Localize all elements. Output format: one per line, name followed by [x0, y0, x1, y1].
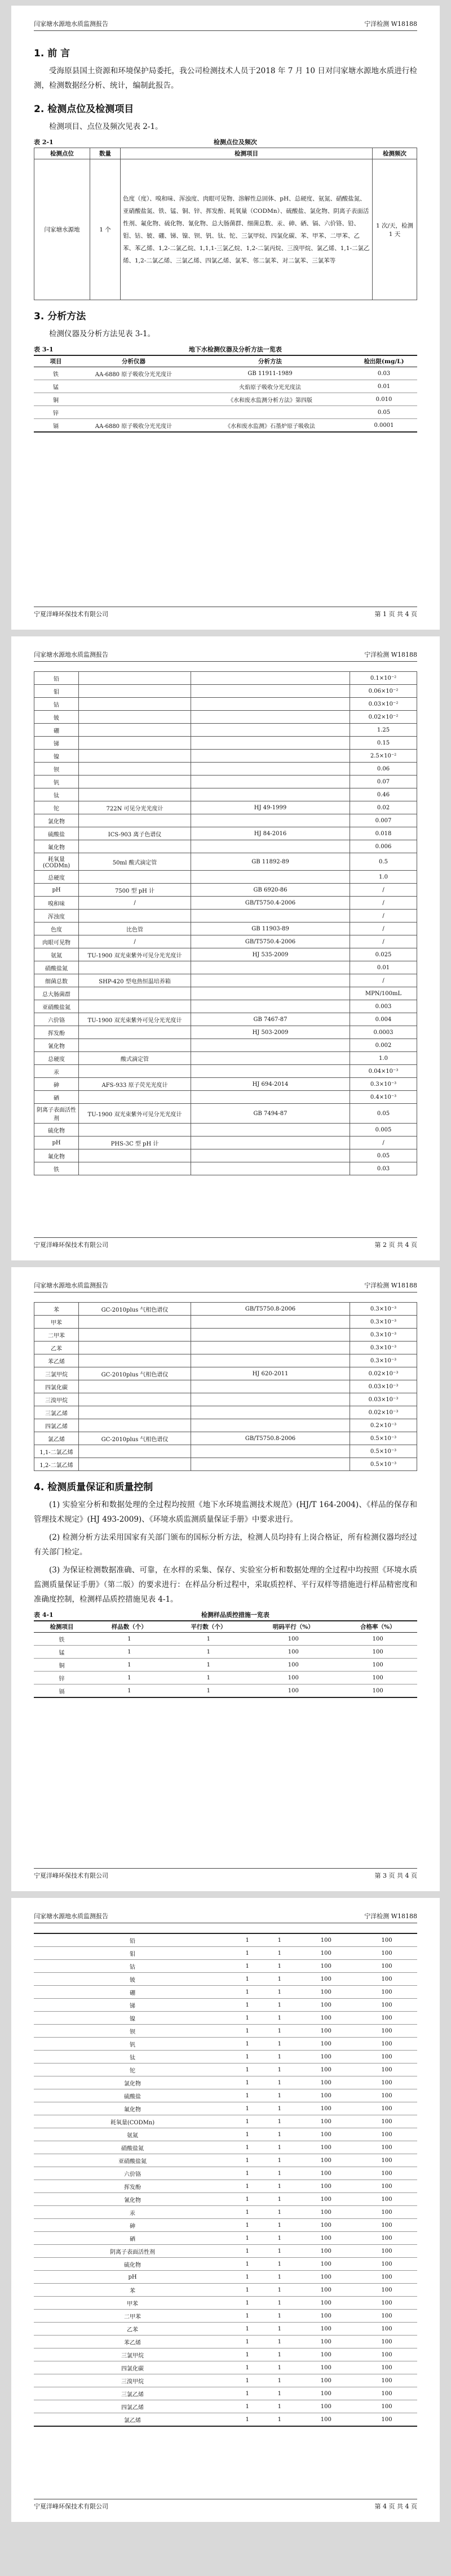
- table-row: 二甲苯 1 1 100 100: [34, 2310, 417, 2323]
- table-row: 氰化物 0.002: [34, 1039, 417, 1052]
- table-row: 钡 0.06: [34, 763, 417, 776]
- table-row: 锌 0.05: [34, 406, 417, 419]
- page-header: 闫家塘水源地水质监测报告 宁洋检测 W18188: [34, 1911, 417, 1923]
- table-row: 镍 2.5×10⁻²: [34, 750, 417, 763]
- table-row: 三溴甲烷 1 1 100 100: [34, 2374, 417, 2387]
- section-3-title: 3. 分析方法: [34, 311, 86, 322]
- page-number: 第 4 页 共 4 页: [374, 2503, 417, 2510]
- table-row: 色度 比色管 GB 11903-89 /: [34, 922, 417, 935]
- table-row: 钴 1 1 100 100: [34, 1960, 417, 1973]
- table-row: 二甲苯 0.3×10⁻³: [34, 1329, 417, 1342]
- table-row: 硫酸盐 ICS-903 离子色谱仪 HJ 84-2016 0.018: [34, 827, 417, 840]
- table-row: 硫化物 1 1 100 100: [34, 2258, 417, 2271]
- table-row: 硝酸盐氮 0.01: [34, 961, 417, 974]
- table-row: 铍 0.02×10⁻²: [34, 711, 417, 724]
- page-number: 第 3 页 共 4 页: [374, 1872, 417, 1879]
- table-row: 总硬度 1.0: [34, 871, 417, 884]
- table-4-1-caption: 表 4-1 检测样品质控措施一览表: [34, 1611, 269, 1619]
- table-row: 钼 1 1 100 100: [34, 1947, 417, 1960]
- page-header: 闫家塘水源地水质监测报告 宁洋检测 W18188: [34, 650, 417, 662]
- table-row: 亚硝酸盐氮 0.003: [34, 1000, 417, 1013]
- page-footer: 宁夏洋峰环保技术有限公司 第 2 页 共 4 页: [34, 1237, 417, 1249]
- table-row: 铁 0.03: [34, 1162, 417, 1175]
- table-row: 总大肠菌群 MPN/100mL: [34, 987, 417, 1000]
- table-row: 氟化物 0.006: [34, 840, 417, 853]
- table-row: 四氯乙烯 1 1 100 100: [34, 2400, 417, 2413]
- table-row: 锑 0.15: [34, 737, 417, 750]
- table-row: 四氯乙烯 0.2×10⁻³: [34, 1419, 417, 1432]
- table-row: 硫化物 0.005: [34, 1124, 417, 1137]
- section-2-title: 2. 检测点位及检测项目: [34, 104, 134, 115]
- table-row: 浑浊度 /: [34, 910, 417, 922]
- table-3-1-caption: 表 3-1 地下水检测仪器及分析方法一览表: [34, 346, 282, 353]
- table-row: 汞 0.04×10⁻³: [34, 1065, 417, 1078]
- table-3-1-part-2: [34, 671, 417, 1175]
- report-page-2: [11, 636, 440, 1260]
- table-row: pH 1 1 100 100: [34, 2271, 417, 2284]
- table-row: 铁 1 1 100 100: [34, 1633, 417, 1646]
- report-page-4: [11, 1898, 440, 2522]
- table-row: 氰化物 1 1 100 100: [34, 2193, 417, 2206]
- table-row: 镉 1 1 100 100: [34, 1684, 417, 1698]
- page-number: 第 2 页 共 4 页: [374, 1241, 417, 1249]
- table-2-1: 检测点位 数量 检测项目 检测频次 闫家塘水源地 1 个 色度（度）、嗅和味、浑浊度、肉眼可见物、溶解性总固体、pH、总硬度、氨氮、硝酸盐氮、亚硝酸盐氮、铁、锰、铜、锌、挥发酚、耗氧量（CODMn）、硫酸盐、氯化物、阴离子表面活性剂、氟化物、硫化物、氰化物、总大肠菌群、细菌总数、汞、砷、硒、镉、六价铬、铅、钼、钴、铍、硼、锑、镍、钡、钒、钛、铊、三氯甲烷、四氯化碳、苯、甲苯、二甲苯、乙苯、苯乙烯、1,2-二氯乙烷、1,1,1-三氯乙烷、1,2-二氯丙烷、三溴甲烷、氯乙烯、1,1-二氯乙烯、1,2-二氯乙烯、三氯乙烯、四氯乙烯、氯苯、邻二氯苯、对二氯苯、三氯苯等 1 次/天，检测 1 天: [34, 148, 417, 300]
- table-4-1-part-1: 检测项目 样品数（个） 平行数（个） 明码平行（%） 合格率（%） 铁 1 1 100 100 锰 1 1 100 100 铜 1 1 100 100 锌 1 1 100 100 镉 1 1 100 100: [34, 1620, 417, 1698]
- table-row: 锌 1 1 100 100: [34, 1672, 417, 1684]
- table-row: pH PHS-3C 型 pH 计 /: [34, 1137, 417, 1149]
- table-row: 钡 1 1 100 100: [34, 2025, 417, 2038]
- table-row: 镍 1 1 100 100: [34, 2012, 417, 2025]
- table-row: 硼 1 1 100 100: [34, 1986, 417, 1999]
- page-footer: [34, 607, 417, 618]
- table-row: 锰 1 1 100 100: [34, 1646, 417, 1659]
- section-1-para: 受海原县国土资源和环境保护局委托，我公司检测技术人员于2018 年 7 月 10 日对闫家塘水源地水质进行检测，检测数据经分析、统计，编制此报告。: [34, 66, 417, 90]
- table-row: 挥发酚 HJ 503-2009 0.0003: [34, 1026, 417, 1039]
- table-row: 苯 GC-2010plus 气相色谱仪 GB/T5750.8-2006 0.3×10⁻³: [34, 1303, 417, 1316]
- table-3-1-part-1: 项目 分析仪器 分析方法 检出限(mg/L) 铁 AA-6880 原子吸收分光光度计 GB 11911-1989 0.03 锰 火焰原子吸收分光光度法 0.01 铜 《水和废水监测分析方法》第四版 0.010 锌 0.05 镉 AA-6880 原子吸收分光光度计 《水和废水监测》石墨炉原子吸收法 0.0001: [34, 355, 417, 433]
- table-row: 铜 《水和废水监测分析方法》第四版 0.010: [34, 393, 417, 406]
- table-4-1-part-2: [34, 1933, 417, 2427]
- table-row: 铜 1 1 100 100: [34, 1659, 417, 1672]
- table-row: 1,2-二氯乙烯 0.5×10⁻³: [34, 1458, 417, 1471]
- table-row: 六价铬 TU-1900 双光束紫外可见分光光度计 GB 7467-87 0.004: [34, 1013, 417, 1026]
- table-row: 氨氮 1 1 100 100: [34, 2128, 417, 2141]
- table-row: pH 7500 型 pH 计 GB 6920-86 /: [34, 884, 417, 897]
- table-row: 镉 AA-6880 原子吸收分光光度计 《水和废水监测》石墨炉原子吸收法 0.0001: [34, 419, 417, 433]
- footer-company: 宁夏洋峰环保技术有限公司: [34, 610, 108, 618]
- table-row: 锰 火焰原子吸收分光光度法 0.01: [34, 380, 417, 393]
- table-row: 阴离子表面活性剂 1 1 100 100: [34, 2245, 417, 2258]
- table-row: 铁 AA-6880 原子吸收分光光度计 GB 11911-1989 0.03: [34, 367, 417, 380]
- page-footer: 宁夏洋峰环保技术有限公司 第 3 页 共 4 页: [34, 1868, 417, 1880]
- table-row: 闫家塘水源地 1 个 色度（度）、嗅和味、浑浊度、肉眼可见物、溶解性总固体、pH、总硬度、氨氮、硝酸盐氮、亚硝酸盐氮、铁、锰、铜、锌、挥发酚、耗氧量（CODMn）、硫酸盐、氯化物、阴离子表面活性剂、氟化物、硫化物、氰化物、总大肠菌群、细菌总数、汞、砷、硒、镉、六价铬、铅、钼、钴、铍、硼、锑、镍、钡、钒、钛、铊、三氯甲烷、四氯化碳、苯、甲苯、二甲苯、乙苯、苯乙烯、1,2-二氯乙烷、1,1,1-三氯乙烷、1,2-二氯丙烷、三溴甲烷、氯乙烯、1,1-二氯乙烯、1,2-二氯乙烯、三氯乙烯、四氯乙烯、氯苯、邻二氯苯、对二氯苯、三氯苯等 1 次/天，检测 1 天: [34, 159, 417, 300]
- section-4-para-1: (1) 实验室分析和数据处理的全过程均按照《地下水环境监测技术规范》(HJ/T 164-2004)、《样品的保存和管理技术规定》(HJ 493-2009)、《环境水质监测质量保证手册》中要求进行。: [34, 1500, 417, 1524]
- section-2-para: 检测项目、点位及频次见表 2-1。: [49, 122, 163, 131]
- page-header: 闫家塘水源地水质监测报告 宁洋检测 W18188: [34, 1281, 417, 1293]
- table-row: 铅 0.1×10⁻²: [34, 672, 417, 685]
- table-row: 氯化物 0.007: [34, 814, 417, 827]
- section-4-para-3: (3) 为保证检测数据准确、可靠，在水样的采集、保存、实验室分析和数据处理的全过程中均按照《环境水质监测质量保证手册》（第二版）的要求进行：在样品分析过程中，采取质控样、平行双样等措施进行样品精密度和准确度控制，检测样品质控措施见表 4-1。: [34, 1566, 417, 1604]
- table-row: 三溴甲烷 0.03×10⁻³: [34, 1393, 417, 1406]
- table-row: 乙苯 0.3×10⁻³: [34, 1342, 417, 1354]
- section-4-para-2: (2) 检测分析方法采用国家有关部门颁布的国标分析方法，检测人员均持有上岗合格证，所有检测仪器均经过有关部门检定。: [34, 1533, 417, 1557]
- table-row: 硒 1 1 100 100: [34, 2232, 417, 2245]
- table-row: 硼 1.25: [34, 724, 417, 737]
- table-row: 氯乙烯 GC-2010plus 气相色谱仪 GB/T5750.8-2006 0.5×10⁻³: [34, 1432, 417, 1445]
- table-row: 钛 0.46: [34, 788, 417, 801]
- table-row: 氟化物 1 1 100 100: [34, 2102, 417, 2115]
- table-row: 乙苯 1 1 100 100: [34, 2323, 417, 2336]
- table-row: 三氯甲烷 1 1 100 100: [34, 2348, 417, 2361]
- table-row: 铅 1 1 100 100: [34, 1933, 417, 1947]
- page-footer: 宁夏洋峰环保技术有限公司 第 4 页 共 4 页: [34, 2499, 417, 2511]
- table-row: 砷 AFS-933 原子荧光光度计 HJ 694-2014 0.3×10⁻³: [34, 1078, 417, 1091]
- table-row: 钛 1 1 100 100: [34, 2051, 417, 2064]
- table-row: 四氯化碳 0.03×10⁻³: [34, 1380, 417, 1393]
- table-row: 嗅和味 / GB/T5750.4-2006 /: [34, 897, 417, 910]
- table-3-1-part-3: [34, 1302, 417, 1471]
- table-2-1-caption: 表 2-1 检测点位及频次: [34, 139, 257, 146]
- table-row: 苯乙烯 0.3×10⁻³: [34, 1354, 417, 1367]
- table-row: 钴 0.03×10⁻²: [34, 698, 417, 711]
- report-page-3: [11, 1267, 440, 1891]
- table-row: 六价铬 1 1 100 100: [34, 2167, 417, 2180]
- table-row: 硝酸盐氮 1 1 100 100: [34, 2141, 417, 2154]
- page-number: 第 1 页 共 4 页: [374, 610, 417, 618]
- table-row: 三氯乙烯 0.02×10⁻³: [34, 1406, 417, 1419]
- table-row: 总硬度 酸式滴定管 1.0: [34, 1052, 417, 1065]
- table-row: 阴离子表面活性剂 TU-1900 双光束紫外可见分光光度计 GB 7494-87 0.05: [34, 1104, 417, 1124]
- table-row: 锑 1 1 100 100: [34, 1999, 417, 2012]
- table-row: 苯乙烯 1 1 100 100: [34, 2336, 417, 2348]
- table-row: 肉眼可见物 / GB/T5750.4-2006 /: [34, 935, 417, 948]
- section-4-title: 4. 检测质量保证和质量控制: [34, 1482, 153, 1493]
- table-row: 汞 1 1 100 100: [34, 2206, 417, 2219]
- table-row: 挥发酚 1 1 100 100: [34, 2180, 417, 2193]
- table-row: 甲苯 1 1 100 100: [34, 2297, 417, 2310]
- table-row: 钒 0.07: [34, 776, 417, 788]
- table-row: 铊 722N 可见分光光度计 HJ 49-1999 0.02: [34, 801, 417, 814]
- section-1-title: 1. 前 言: [34, 48, 70, 59]
- table-row: 钒 1 1 100 100: [34, 2038, 417, 2051]
- table-row: 耗氧量(CODMn) 50ml 酸式滴定管 GB 11892-89 0.5: [34, 853, 417, 871]
- header-report-no: 宁洋检测 W18188: [364, 20, 417, 28]
- table-row: 亚硝酸盐氮 1 1 100 100: [34, 2154, 417, 2167]
- table-row: 氯化物 1 1 100 100: [34, 2076, 417, 2089]
- table-row: 氯乙烯 1 1 100 100: [34, 2413, 417, 2427]
- table-row: 苯 1 1 100 100: [34, 2284, 417, 2297]
- table-row: 四氯化碳 1 1 100 100: [34, 2361, 417, 2374]
- table-row: 三氯甲烷 GC-2010plus 气相色谱仪 HJ 620-2011 0.02×10⁻³: [34, 1367, 417, 1380]
- table-row: 砷 1 1 100 100: [34, 2219, 417, 2232]
- table-row: 硫酸盐 1 1 100 100: [34, 2089, 417, 2102]
- report-page-1: [11, 6, 440, 630]
- section-3-para: 检测仪器及分析方法见表 3-1。: [49, 329, 156, 338]
- table-row: 硒 0.4×10⁻³: [34, 1091, 417, 1104]
- header-title: 闫家塘水源地水质监测报告: [34, 20, 108, 28]
- table-row: 耗氧量(CODMn) 1 1 100 100: [34, 2115, 417, 2128]
- table-row: 甲苯 0.3×10⁻³: [34, 1316, 417, 1329]
- table-row: 铊 1 1 100 100: [34, 2064, 417, 2076]
- table-row: 三氯乙烯 1 1 100 100: [34, 2387, 417, 2400]
- table-row: 钼 0.06×10⁻²: [34, 685, 417, 698]
- table-row: 细菌总数 SHP-420 型电热恒温培养箱 /: [34, 974, 417, 987]
- table-row: 氨氮 TU-1900 双光束紫外可见分光光度计 HJ 535-2009 0.025: [34, 948, 417, 961]
- page-header: [34, 19, 417, 31]
- table-row: 1,1-二氯乙烯 0.5×10⁻³: [34, 1445, 417, 1458]
- table-row: 铍 1 1 100 100: [34, 1973, 417, 1986]
- table-row: 氟化物 0.05: [34, 1149, 417, 1162]
